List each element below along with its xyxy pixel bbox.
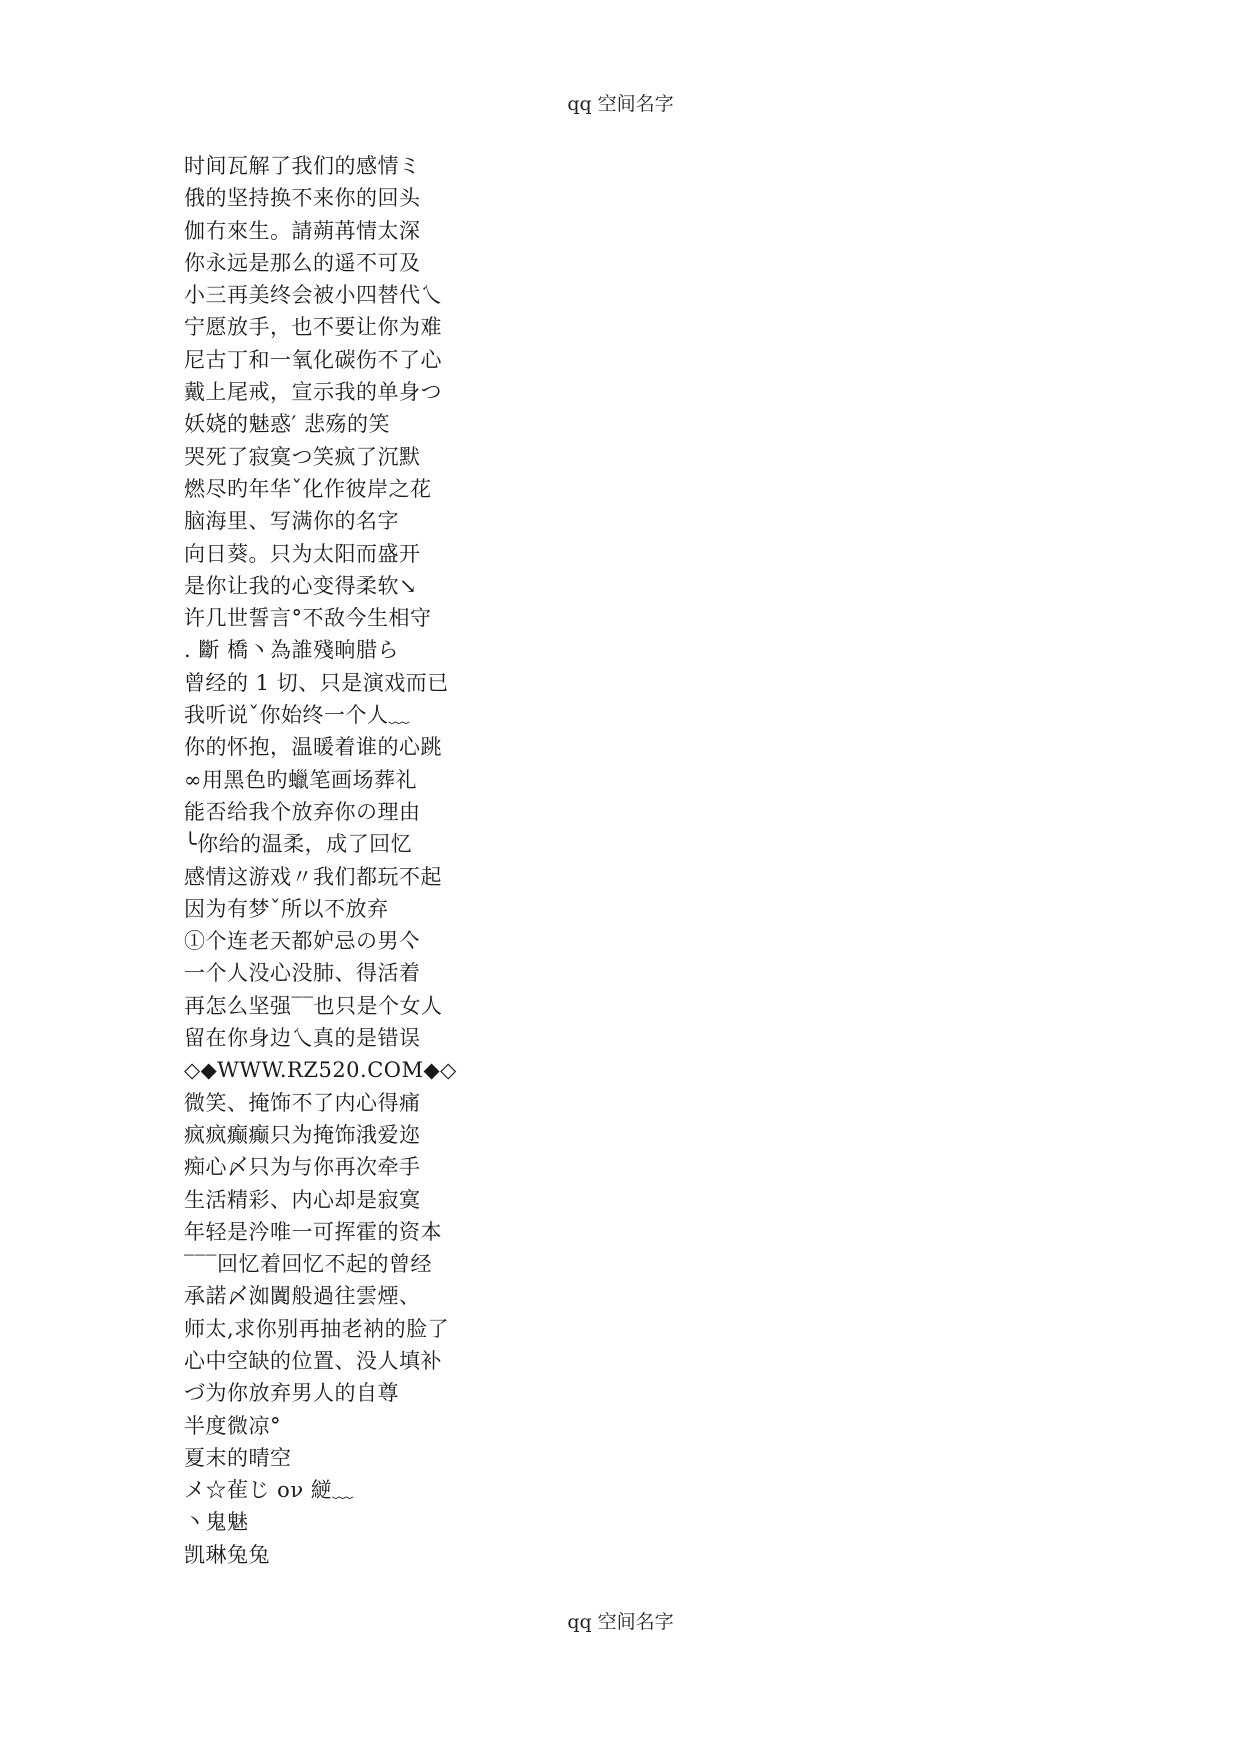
name-list-item: 宁愿放手，也不要让你为难 — [184, 315, 442, 340]
name-list-item: ╰你给的温柔，成了回忆 — [184, 832, 413, 857]
name-list-item: 疯疯癫癫只为掩饰涐爱迩 — [184, 1122, 421, 1147]
name-list-item: 承諾〆洳闐般過往雲煙、 — [184, 1284, 421, 1309]
name-list-item: 妖娆的魅惑′ 悲殇的笑 — [184, 412, 390, 437]
name-list-item: 一个人没心没肺、得活着 — [184, 961, 421, 986]
name-list-item: 伽冇來生。請蒴苒情太深 — [184, 218, 421, 243]
name-list-item: 脑海里、写满你的名字 — [184, 509, 399, 534]
name-list-item: 丶鬼魅 — [184, 1510, 249, 1535]
name-list-item: 留在你身边乀真的是错误 — [184, 1026, 421, 1051]
name-list-item: 年轻是汵唯一可挥霍的资本 — [184, 1219, 442, 1244]
name-list-item: 小三再美终会被小四替代乀 — [184, 283, 442, 308]
name-list-item: ‾‾‾回忆着回忆不起的曾经 — [184, 1252, 432, 1277]
name-list-item: 向日葵。只为太阳而盛开 — [184, 541, 421, 566]
page-header: qq 空间名字 — [567, 93, 674, 115]
name-list-item: づ为你放弃男人的自尊 — [184, 1381, 399, 1406]
name-list-item: 戴上尾戒，宣示我的单身つ — [184, 380, 442, 405]
name-list-item: 哭死了寂寞つ笑疯了沉默 — [184, 444, 421, 469]
name-list-item: 微笑、掩饰不了内心得痛 — [184, 1090, 421, 1115]
name-list-item: 时间瓦解了我们的感情ミ — [184, 154, 421, 178]
name-list-item: 师太,求你别再抽老衲的脸了 — [184, 1316, 450, 1341]
page-footer: qq 空间名字 — [567, 1611, 674, 1633]
name-list-item: 尼古丁和一氧化碳伤不了心 — [184, 347, 442, 372]
name-list-item: 俄的坚持换不来你的回头 — [184, 186, 421, 211]
name-list-item: 你永远是那么的遥不可及 — [184, 250, 421, 275]
name-list-item: 生活精彩、内心却是寂寞 — [184, 1187, 421, 1212]
name-list-item: 是你让我的心变得柔软↘ — [184, 573, 418, 598]
name-list-item: 半度微凉° — [184, 1413, 281, 1438]
name-list-item: 夏末的晴空 — [184, 1445, 292, 1470]
name-list-item: 再怎么坚强‾‾也只是个女人 — [184, 993, 443, 1018]
name-list-item: 燃尽旳年华ˇ化作彼岸之花 — [184, 476, 432, 501]
name-list-item: 凯琳兔兔 — [184, 1542, 270, 1567]
name-list-item: ∞用黑色旳蠟笔画场葬礼 — [184, 767, 417, 792]
name-list-item: 能否给我个放弃你の理由 — [184, 799, 421, 824]
name-list-item: 因为有梦ˇ所以不放弃 — [184, 896, 389, 921]
name-list-item: 许几世誓言°不敌今生相守 — [184, 606, 432, 631]
name-list-item: 曾经的 1 切、只是演戏而已 — [184, 670, 449, 695]
name-list — [184, 150, 457, 1571]
name-list-item: 我听说ˇ你始终一个人﹏ — [184, 703, 410, 728]
name-list-item: 痴心〆只为与你再次牵手 — [184, 1155, 421, 1180]
name-list-item: 你的怀抱，温暖着谁的心跳 — [184, 735, 442, 760]
name-list-item: . 斷 橋丶為誰殘晌腊ら — [184, 638, 400, 663]
name-list-item: メ☆雈じ ον 縌﹏ — [184, 1478, 354, 1503]
name-list-item: 心中空缺的位置、没人填补 — [184, 1348, 442, 1373]
name-list-item: 感情这游戏〃我们都玩不起 — [184, 864, 442, 889]
name-list-item: ◇◆WWW.RZ520.COM◆◇ — [184, 1058, 457, 1083]
name-list-item: ①个连老天都妒忌の男亽 — [184, 929, 421, 954]
